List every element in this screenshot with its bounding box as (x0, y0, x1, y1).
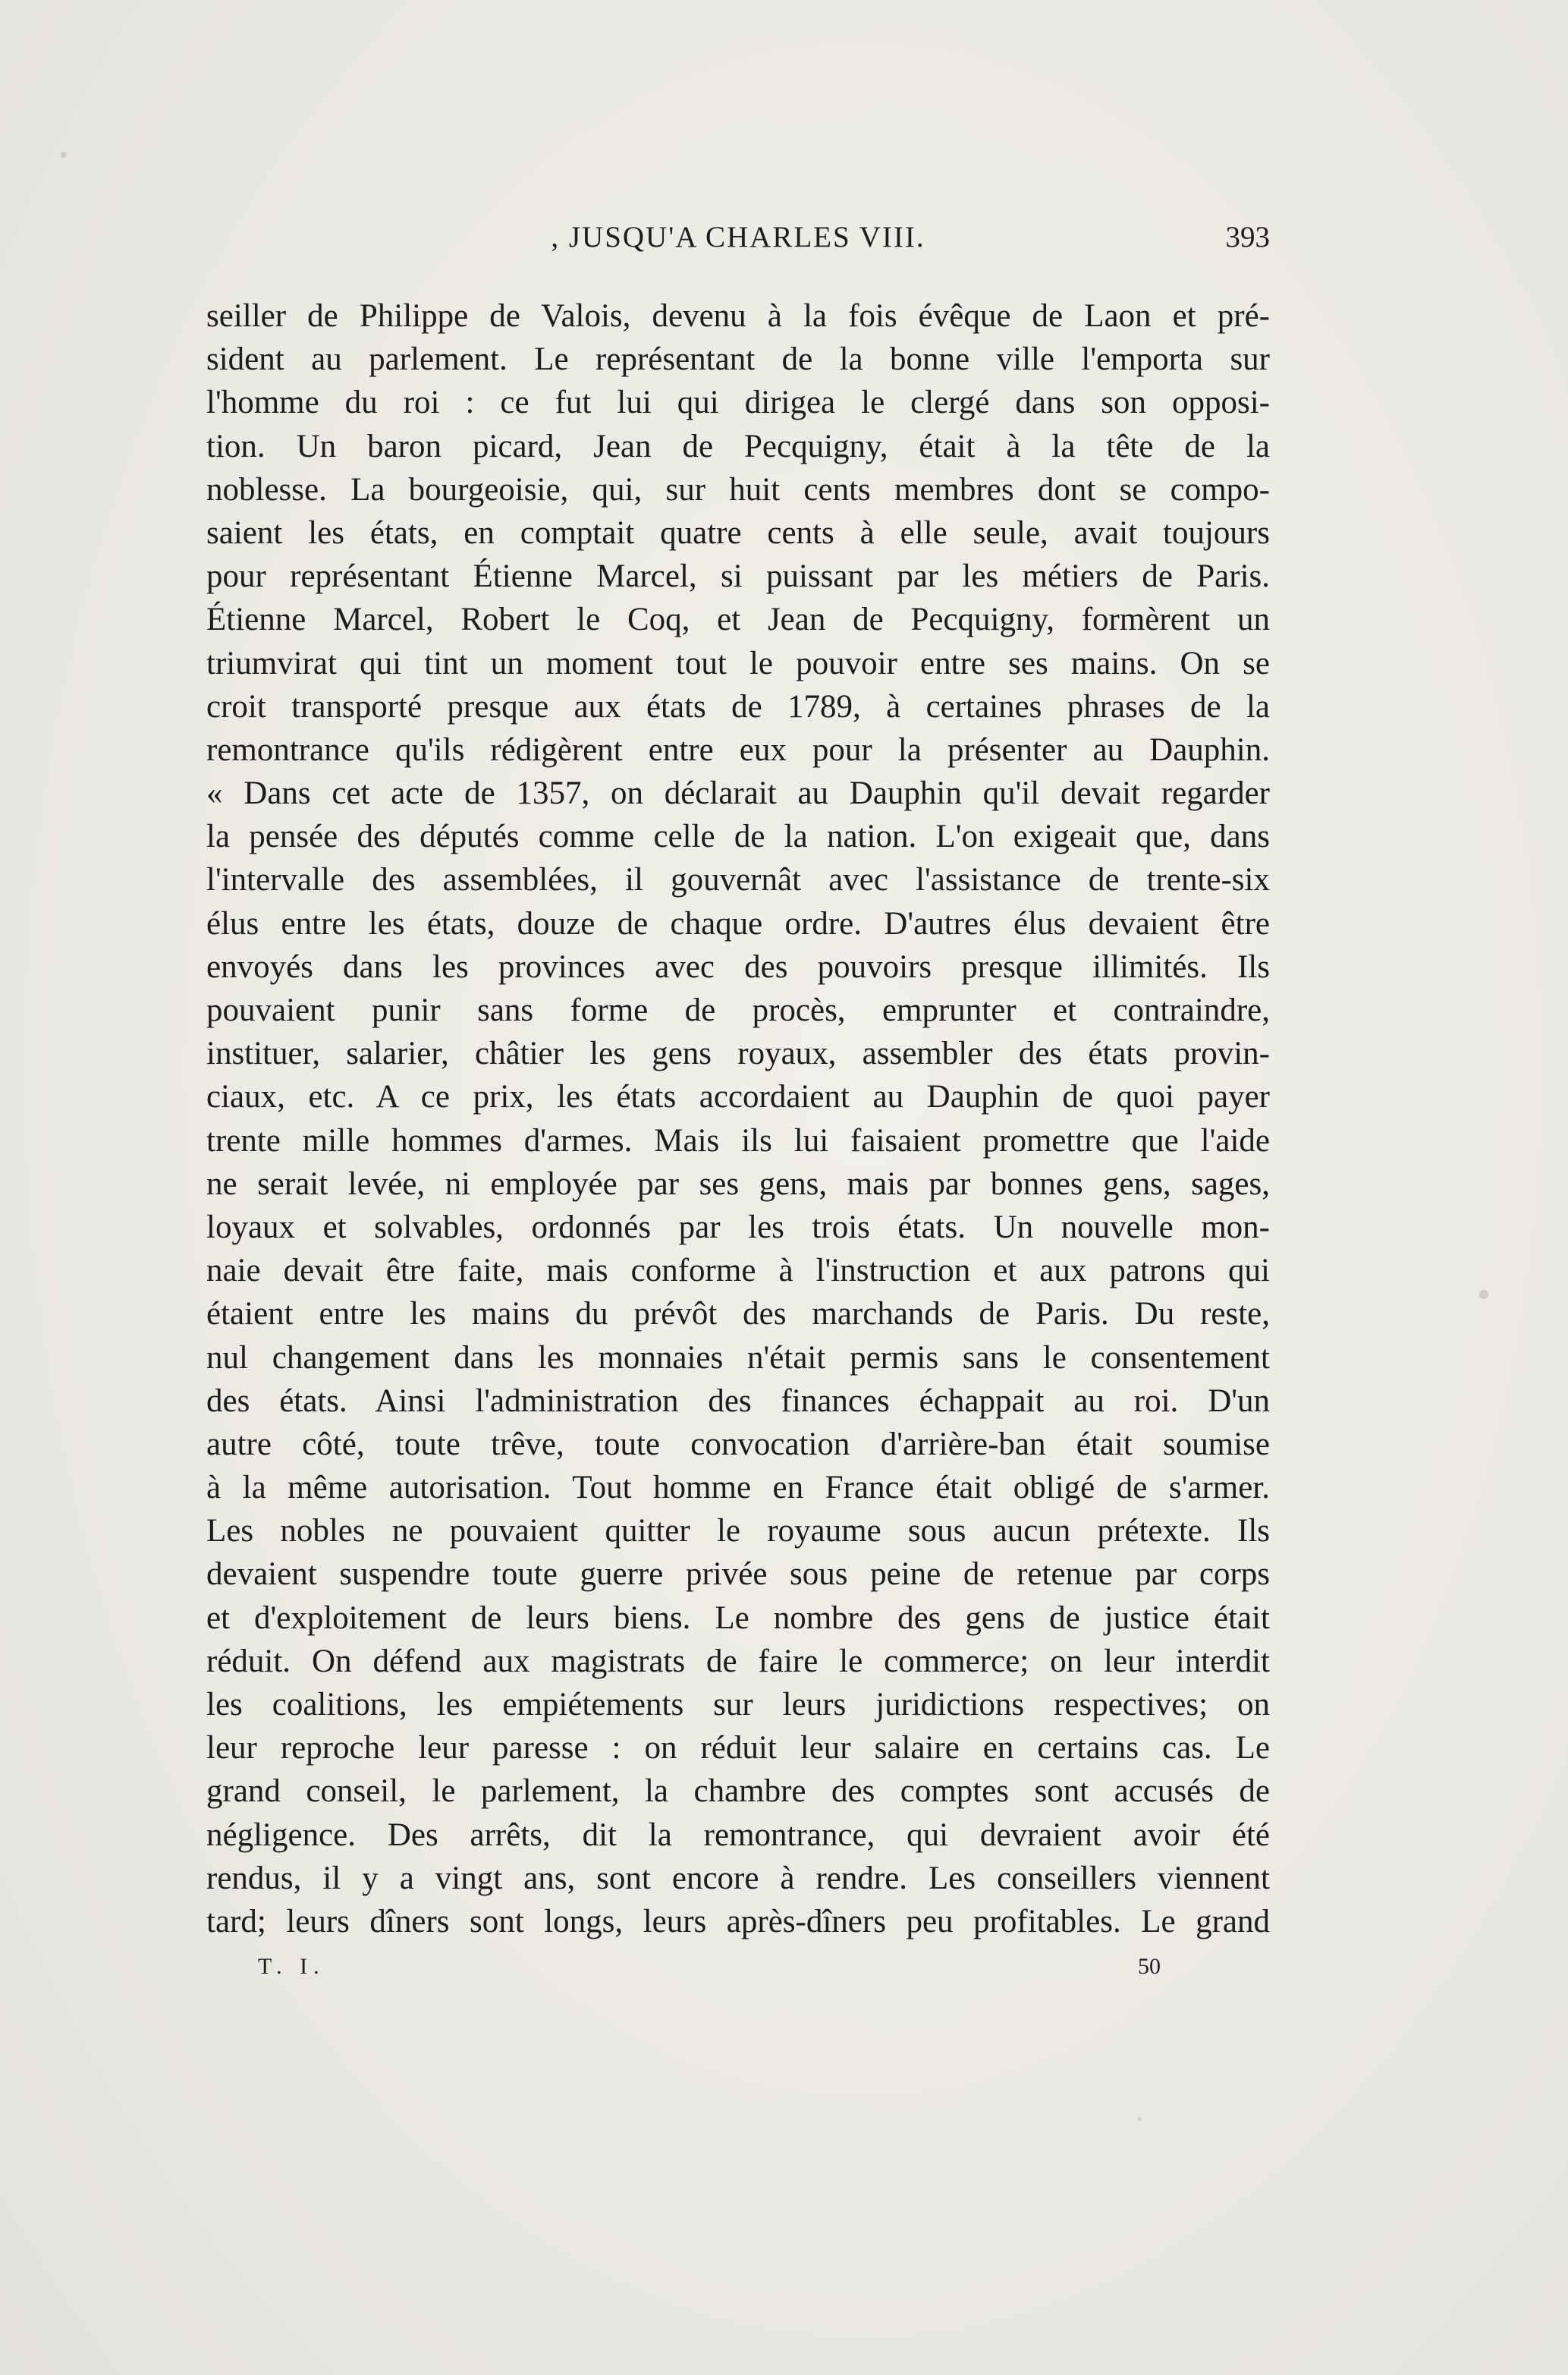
text-line: négligence. Des arrêts, dit la remontrance, qui devraient avoir été (206, 1817, 1270, 1853)
text-line: réduit. On défend aux magistrats de faire le commerce; on leur interdit (206, 1643, 1270, 1679)
text-line: instituer, salarier, châtier les gens royaux, assembler des états provin- (206, 1036, 1270, 1072)
paper-speck (61, 152, 67, 158)
text-line: envoyés dans les provinces avec des pouvoirs presque illimités. Ils (206, 948, 1270, 985)
text-line: grand conseil, le parlement, la chambre des comptes sont accusés de (206, 1773, 1270, 1810)
text-line: autre côté, toute trêve, toute convocation d'arrière-ban était soumise (206, 1426, 1270, 1462)
text-line: ciaux, etc. A ce prix, les états accordaient au Dauphin de quoi payer (206, 1079, 1270, 1115)
text-line: croit transporté presque aux états de 1789, à certaines phrases de la (206, 688, 1270, 725)
text-line: l'homme du roi : ce fut lui qui dirigea le clergé dans son opposi- (206, 385, 1270, 421)
text-line: pour représentant Étienne Marcel, si puissant par les métiers de Paris. (206, 558, 1270, 595)
text-line: à la même autorisation. Tout homme en France était obligé de s'armer. (206, 1470, 1270, 1506)
text-line: des états. Ainsi l'administration des finances échappait au roi. D'un (206, 1383, 1270, 1419)
text-line: triumvirat qui tint un moment tout le pouvoir entre ses mains. On se (206, 645, 1270, 681)
text-line: nul changement dans les monnaies n'était permis sans le consentement (206, 1339, 1270, 1376)
text-line: tion. Un baron picard, Jean de Pecquigny, était à la tête de la (206, 428, 1270, 464)
text-line: ne serait levée, ni employée par ses gens, mais par bonnes gens, sages, (206, 1165, 1270, 1202)
text-line: et d'exploitement de leurs biens. Le nombre des gens de justice était (206, 1600, 1270, 1636)
running-title: , JUSQU'A CHARLES VIII. (551, 221, 925, 253)
body-text (206, 294, 1270, 1943)
text-line: les coalitions, les empiétements sur leurs juridictions respectives; on (206, 1687, 1270, 1722)
text-line: Les nobles ne pouvaient quitter le royaume sous aucun prétexte. Ils (206, 1513, 1270, 1549)
text-line: loyaux et solvables, ordonnés par les trois états. Un nouvelle mon- (206, 1209, 1270, 1245)
text-line: la pensée des députés comme celle de la nation. L'on exigeait que, dans (206, 819, 1270, 855)
paper-speck (1479, 1290, 1488, 1299)
text-line: élus entre les états, douze de chaque ordre. D'autres élus devaient être (206, 905, 1270, 942)
page-number: 393 (1225, 221, 1270, 253)
volume-mark: T. I. (258, 1954, 325, 1979)
text-line: seiller de Philippe de Valois, devenu à la fois évêque de Laon et pré- (206, 298, 1270, 334)
text-line: Étienne Marcel, Robert le Coq, et Jean de Pecquigny, formèrent un (206, 602, 1270, 638)
text-line: trente mille hommes d'armes. Mais ils lui faisaient promettre que l'aide (206, 1122, 1270, 1159)
text-line: noblesse. La bourgeoisie, qui, sur huit cents membres dont se compo- (206, 471, 1270, 508)
text-line: remontrance qu'ils rédigèrent entre eux pour la présenter au Dauphin. (206, 731, 1270, 768)
text-line: sident au parlement. Le représentant de la bonne ville l'emporta sur (206, 341, 1270, 378)
text-line: devaient suspendre toute guerre privée sous peine de retenue par corps (206, 1556, 1270, 1593)
paper-speck (1138, 2117, 1142, 2121)
signature-mark: 50 (1138, 1954, 1161, 1979)
text-line: l'intervalle des assemblées, il gouvernât avec l'assistance de trente-six (206, 862, 1270, 898)
text-line: leur reproche leur paresse : on réduit leur salaire en certains cas. Le (206, 1730, 1270, 1766)
text-line: saient les états, en comptait quatre cents à elle seule, avait toujours (206, 514, 1270, 551)
text-line: étaient entre les mains du prévôt des marchands de Paris. Du reste, (206, 1296, 1270, 1332)
running-head (206, 220, 1270, 266)
text-line: naie devait être faite, mais conforme à l'instruction et aux patrons qui (206, 1253, 1270, 1289)
page-footer (258, 1954, 1206, 1992)
text-line: « Dans cet acte de 1357, on déclarait au Dauphin qu'il devait regarder (206, 775, 1270, 812)
text-line: tard; leurs dîners sont longs, leurs après-dîners peu profitables. Le grand (206, 1903, 1270, 1939)
text-line: rendus, il y a vingt ans, sont encore à rendre. Les conseillers viennent (206, 1860, 1270, 1896)
text-line: pouvaient punir sans forme de procès, emprunter et contraindre, (206, 992, 1270, 1028)
